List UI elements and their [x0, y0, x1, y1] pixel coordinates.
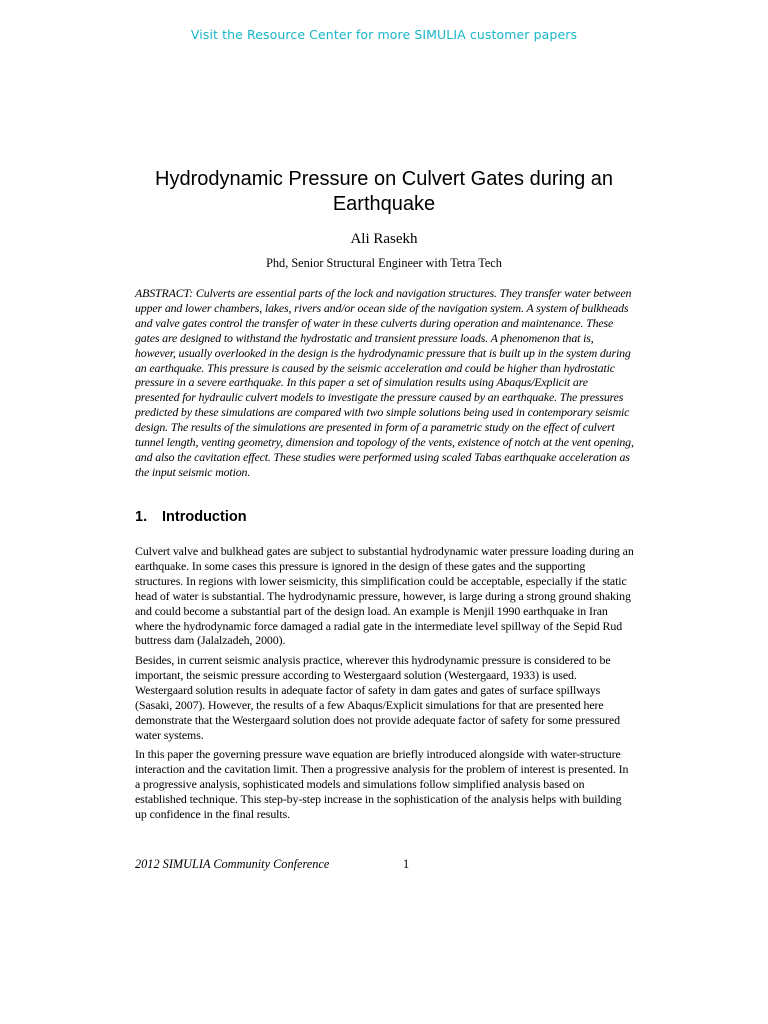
footer-conference: 2012 SIMULIA Community Conference [135, 857, 330, 871]
page-number: 1 [403, 857, 410, 871]
section-number: 1. [135, 509, 148, 525]
author-affiliation: Phd, Senior Structural Engineer with Tetra Tech [266, 256, 502, 270]
author-name: Ali Rasekh [350, 231, 418, 247]
section-title: Introduction [162, 509, 247, 525]
paper-title: Hydrodynamic Pressure on Culvert Gates during an Earthquake [155, 168, 613, 215]
section-heading-introduction [135, 509, 247, 525]
body-paragraph: Besides, in current seismic analysis practice, wherever this hydrodynamic pressure is considered to be important, the seismic pressure according to Westergaard solution (Westergaard, 1933) is used. Westergaard solution results in adequate factor of safety in dam gates and gates of surface spillways (Sasaki, 2007). However, the results of a few Abaqus/Explicit simulations for that are presented here demonstrate that the Westergaard solution does not provide adequate factor of safety for some pressured water systems. [135, 653, 620, 742]
body-paragraph: Culvert valve and bulkhead gates are subject to substantial hydrodynamic water pressure loading during an earthquake. In some cases this pressure is ignored in the design of these gates and the supporting structures. In regions with lower seismicity, this simplification could be acceptable, especially if the static head of water is substantial. The hydrodynamic pressure, however, is large during a strong ground shaking and could become a substantial part of the design load. An example is Menjil 1990 earthquake in Iran where the hydrodynamic force damaged a radial gate in the intermediate level spillway of the Sepid Rud buttress dam (Jalalzadeh, 2000). [135, 544, 634, 648]
abstract: ABSTRACT: Culverts are essential parts of the lock and navigation structures. They transfer water between upper and lower chambers, lakes, rivers and/or ocean side of the navigation system. A system of bulkheads and valve gates control the transfer of water in these culverts during operation and maintenance. These gates are designed to withstand the hydrostatic and transient pressure loads. A phenomenon that is, however, usually overlooked in the design is the hydrodynamic pressure that is built up in the system during an earthquake. This pressure is caused by the seismic acceleration and could be higher than hydrostatic pressure in a severe earthquake. In this paper a set of simulation results using Abaqus/Explicit are presented for hydraulic culvert models to investigate the pressure caused by an earthquake. The pressures predicted by these simulations are compared with two simple solutions being used in contemporary seismic design. The results of the simulations are presented in form of a parametric study on the effect of culvert tunnel length, venting geometry, dimension and topology of the vents, existence of notch at the vent opening, and also the cavitation effect. These studies were performed using scaled Tabas earthquake acceleration as the input seismic motion. [135, 286, 634, 479]
resource-center-link[interactable]: Visit the Resource Center for more SIMULIA customer papers [190, 27, 578, 42]
body-paragraph: In this paper the governing pressure wave equation are briefly introduced alongside with water-structure interaction and the cavitation limit. Then a progressive analysis for the problem of interest is presented. In a progressive analysis, sophisticated models and simulations follow simplified analysis based on established technique. This step-by-step increase in the sophistication of the analysis helps with building up confidence in the final results. [135, 747, 629, 821]
